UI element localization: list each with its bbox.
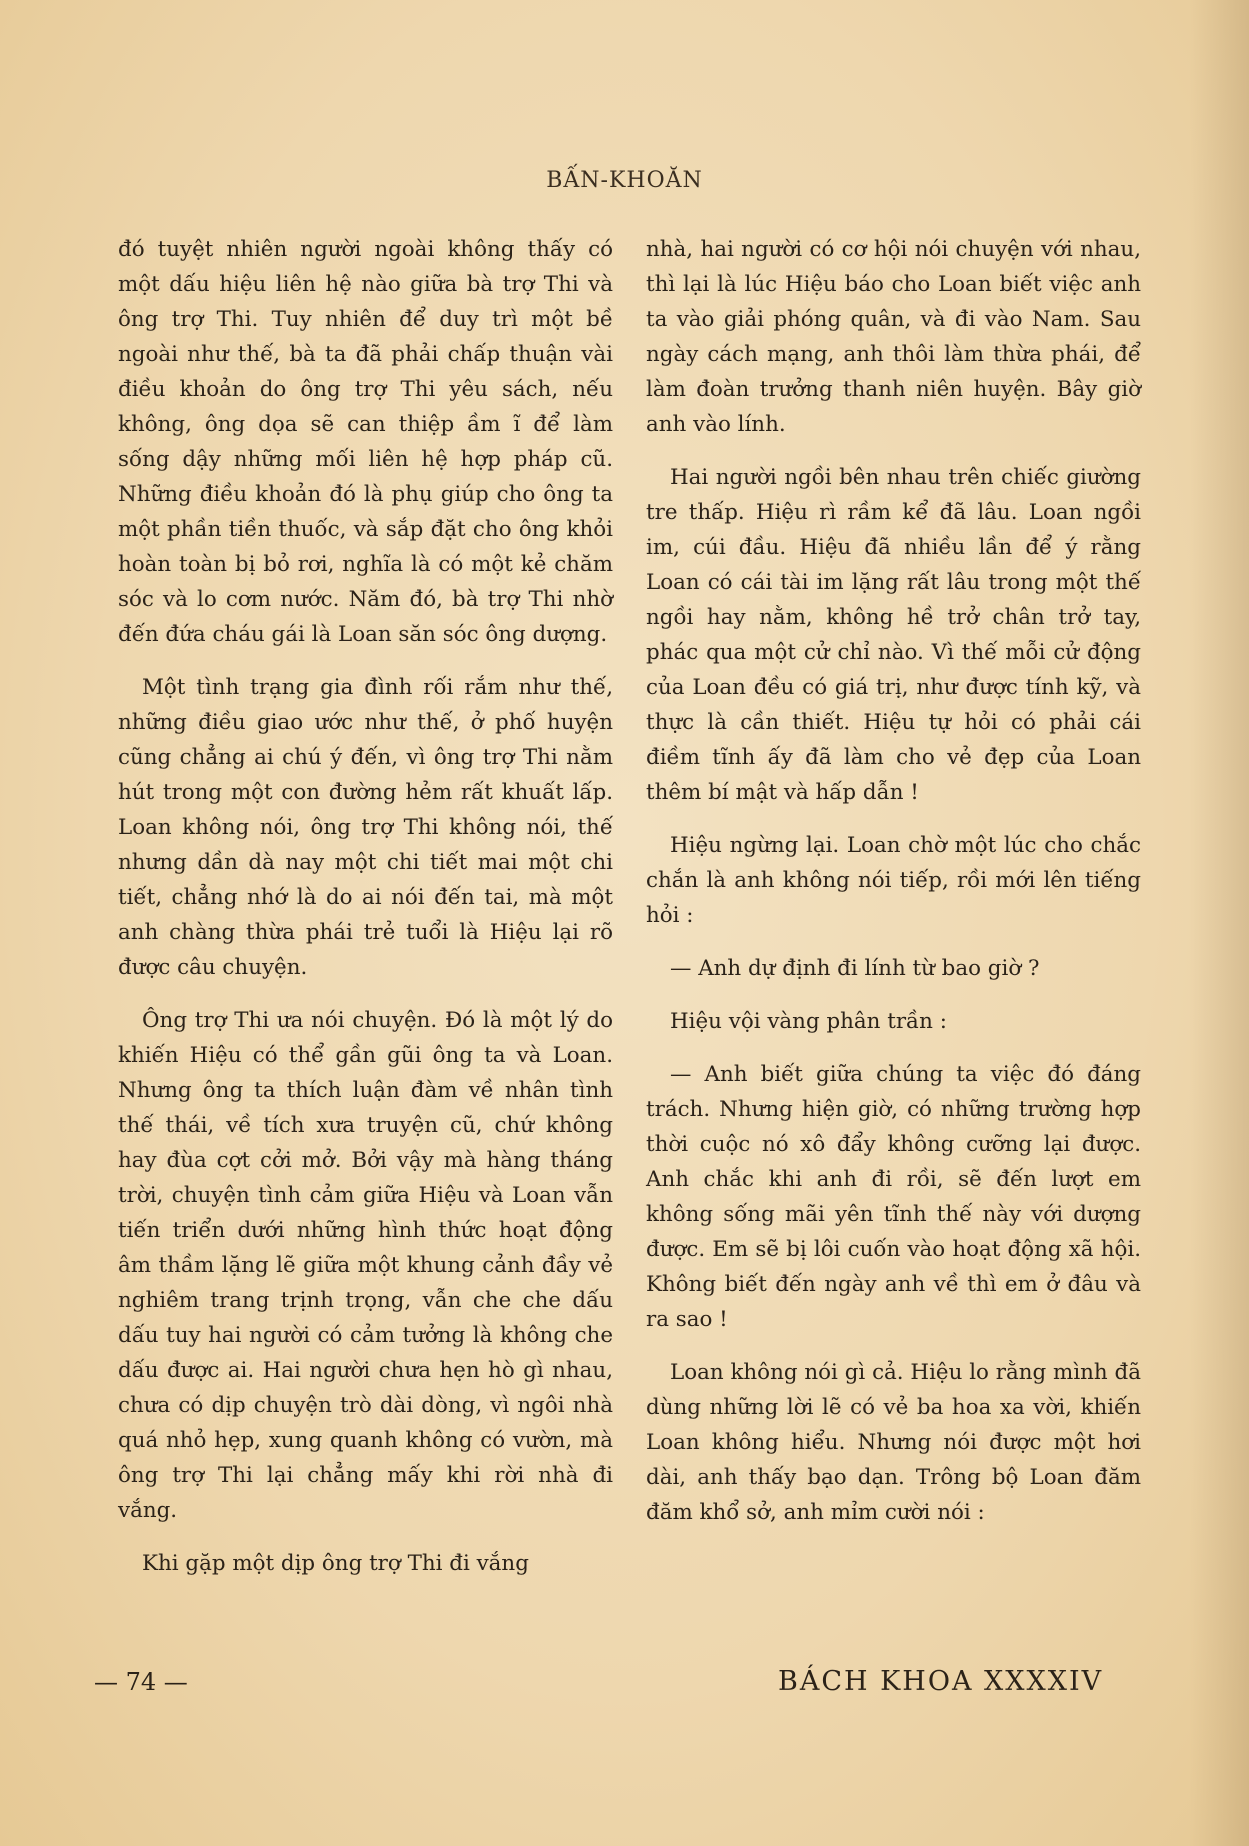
dialogue-line: — Anh dự định đi lính từ bao giờ ? (670, 956, 1040, 981)
paragraph: Hiệu vội vàng phân trần : (670, 1009, 947, 1034)
running-title: BẤN-KHOĂN (546, 168, 703, 193)
paragraph: Hai người ngồi bên nhau trên chiếc giường tre thấp. Hiệu rì rầm kể đã lâu. Loan ngồi im, cúi đầu. Hiệu đã nhiều lần để ý rằng Loan có cái tài im lặng rất lâu trong một thế ngồi hay nằm, không hề trở chân trở tay, phác qua một cử chỉ nào. Vì thế mỗi cử động của Loan đều có giá trị, như được tính kỹ, và thực là cần thiết. Hiệu tự hỏi có phải cái điềm tĩnh ấy đã làm cho vẻ đẹp của Loan thêm bí mật và hấp dẫn ! (646, 465, 1141, 805)
paragraph: Hiệu ngừng lại. Loan chờ một lúc cho chắc chắn là anh không nói tiếp, rồi mới lên tiếng hỏi : (646, 833, 1141, 928)
paragraph: Loan không nói gì cả. Hiệu lo rằng mình đã dùng những lời lẽ có vẻ ba hoa xa vời, khiến Loan không hiểu. Nhưng nói được một hơi dài, anh thấy bạo dạn. Trông bộ Loan đăm đăm khổ sở, anh mỉm cười nói : (646, 1360, 1141, 1525)
paragraph: Ông trợ Thi ưa nói chuyện. Đó là một lý do khiến Hiệu có thể gần gũi ông ta và Loan. Nhưng ông ta thích luận đàm về nhân tình thế thái, về tích xưa truyện cũ, chứ không hay đùa cợt cởi mở. Bởi vậy mà hàng tháng trời, chuyện tình cảm giữa Hiệu và Loan vẫn tiến triển dưới những hình thức hoạt động âm thầm lặng lẽ giữa một khung cảnh đầy vẻ nghiêm trang trịnh trọng, vẫn che che dấu dấu tuy hai người có cảm tưởng là không che dấu được ai. Hai người chưa hẹn hò gì nhau, chưa có dịp chuyện trò dài dòng, vì ngôi nhà quá nhỏ hẹp, xung quanh không có vườn, mà ông trợ Thi lại chẳng mấy khi rời nhà đi vắng. (118, 1008, 613, 1523)
paragraph: Một tình trạng gia đình rối rắm như thế, những điều giao ước như thế, ở phố huyện cũng chẳng ai chú ý đến, vì ông trợ Thi nằm hút trong một con đường hẻm rất khuất lấp. Loan không nói, ông trợ Thi không nói, thế nhưng dần dà nay một chi tiết mai một chi tiết, chẳng nhớ là do ai nói đến tai, mà một anh chàng thừa phái trẻ tuổi là Hiệu lại rõ được câu chuyện. (118, 675, 613, 980)
paragraph: Khi gặp một dịp ông trợ Thi đi vắng (142, 1551, 529, 1576)
dialogue-line: — Anh biết giữa chúng ta việc đó đáng trách. Nhưng hiện giờ, có những trường hợp thời cuộc nó xô đẩy không cưỡng lại được. Anh chắc khi anh đi rồi, sẽ đến lượt em không sống mãi yên tĩnh thế này với dượng được. Em sẽ bị lôi cuốn vào hoạt động xã hội. Không biết đến ngày anh về thì em ở đâu và ra sao ! (646, 1062, 1141, 1332)
page-edge-shadow (1189, 0, 1249, 1846)
left-column (118, 232, 613, 1599)
publication-title: BÁCH KHOA XXXXIV (778, 1666, 1104, 1697)
paragraph: nhà, hai người có cơ hội nói chuyện với nhau, thì lại là lúc Hiệu báo cho Loan biết việc anh ta vào giải phóng quân, và đi vào Nam. Sau ngày cách mạng, anh thôi làm thừa phái, để làm đoàn trưởng thanh niên huyện. Bây giờ anh vào lính. (646, 237, 1141, 437)
right-column (646, 232, 1141, 1548)
paragraph: đó tuyệt nhiên người ngoài không thấy có một dấu hiệu liên hệ nào giữa bà trợ Thi và ông trợ Thi. Tuy nhiên để duy trì một bề ngoài như thế, bà ta đã phải chấp thuận vài điều khoản do ông trợ Thi yêu sách, nếu không, ông dọa sẽ can thiệp ầm ĩ để làm sống dậy những mối liên hệ hợp pháp cũ. Những điều khoản đó là phụ giúp cho ông ta một phần tiền thuốc, và sắp đặt cho ông khỏi hoàn toàn bị bỏ rơi, nghĩa là có một kẻ chăm sóc và lo cơm nước. Năm đó, bà trợ Thi nhờ đến đứa cháu gái là Loan săn sóc ông dượng. (118, 237, 613, 647)
page-number: — 74 — (94, 1668, 188, 1696)
